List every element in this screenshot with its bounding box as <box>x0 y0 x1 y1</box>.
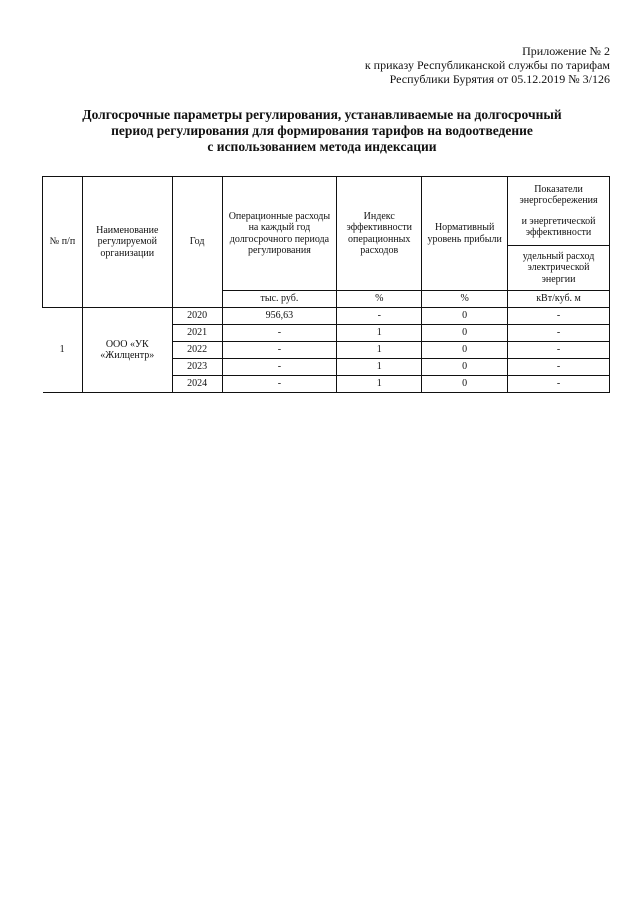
cell-year: 2023 <box>172 359 222 376</box>
header-eff-index: Индекс эффективности операционных расходов <box>337 177 422 291</box>
cell-profit: 0 <box>422 342 508 359</box>
header-org: Наименование регулируемой организации <box>82 177 172 308</box>
cell-eff-index: 1 <box>337 325 422 342</box>
appendix-line-2: к приказу Республиканской службы по тарифам <box>364 58 610 72</box>
row-org: ООО «УК «Жилцентр» <box>82 308 172 393</box>
unit-eff-index: % <box>337 291 422 308</box>
document-title <box>36 107 608 155</box>
cell-energy: - <box>508 376 610 393</box>
cell-opex: - <box>222 359 337 376</box>
unit-energy: кВт/куб. м <box>508 291 610 308</box>
cell-eff-index: 1 <box>337 376 422 393</box>
cell-energy: - <box>508 325 610 342</box>
appendix-line-3: Республики Бурятия от 05.12.2019 № 3/126 <box>389 72 610 86</box>
title-line-3: с использованием метода индексации <box>207 139 437 154</box>
cell-profit: 0 <box>422 325 508 342</box>
header-opex: Операционные расходы на каждый год долгосрочного периода регулирования <box>222 177 337 291</box>
header-energy-group-line-1: Показатели энергосбережения <box>519 183 598 206</box>
cell-energy: - <box>508 359 610 376</box>
unit-profit: % <box>422 291 508 308</box>
cell-eff-index: 1 <box>337 359 422 376</box>
cell-energy: - <box>508 308 610 325</box>
title-line-2: период регулирования для формирования тарифов на водоотведение <box>111 123 533 138</box>
cell-eff-index: - <box>337 308 422 325</box>
parameters-table <box>42 176 610 393</box>
appendix-line-1: Приложение № 2 <box>522 44 610 58</box>
header-energy-group-line-2: и энергетической эффективности <box>521 215 596 238</box>
header-energy-group <box>508 177 610 246</box>
header-year: Год <box>172 177 222 308</box>
row-num: 1 <box>43 308 83 393</box>
header-profit: Нормативный уровень прибыли <box>422 177 508 291</box>
cell-opex: - <box>222 376 337 393</box>
cell-energy: - <box>508 342 610 359</box>
title-line-1: Долгосрочные параметры регулирования, устанавливаемые на долгосрочный <box>82 107 562 122</box>
appendix-header <box>365 44 610 86</box>
header-num: № п/п <box>43 177 83 308</box>
cell-profit: 0 <box>422 359 508 376</box>
cell-year: 2021 <box>172 325 222 342</box>
cell-opex: - <box>222 325 337 342</box>
cell-year: 2022 <box>172 342 222 359</box>
cell-opex: 956,63 <box>222 308 337 325</box>
table-row <box>43 308 610 325</box>
cell-eff-index: 1 <box>337 342 422 359</box>
cell-year: 2020 <box>172 308 222 325</box>
cell-profit: 0 <box>422 308 508 325</box>
header-energy-sub: удельный расход электрической энергии <box>508 246 610 291</box>
unit-opex: тыс. руб. <box>222 291 337 308</box>
cell-profit: 0 <box>422 376 508 393</box>
cell-year: 2024 <box>172 376 222 393</box>
cell-opex: - <box>222 342 337 359</box>
